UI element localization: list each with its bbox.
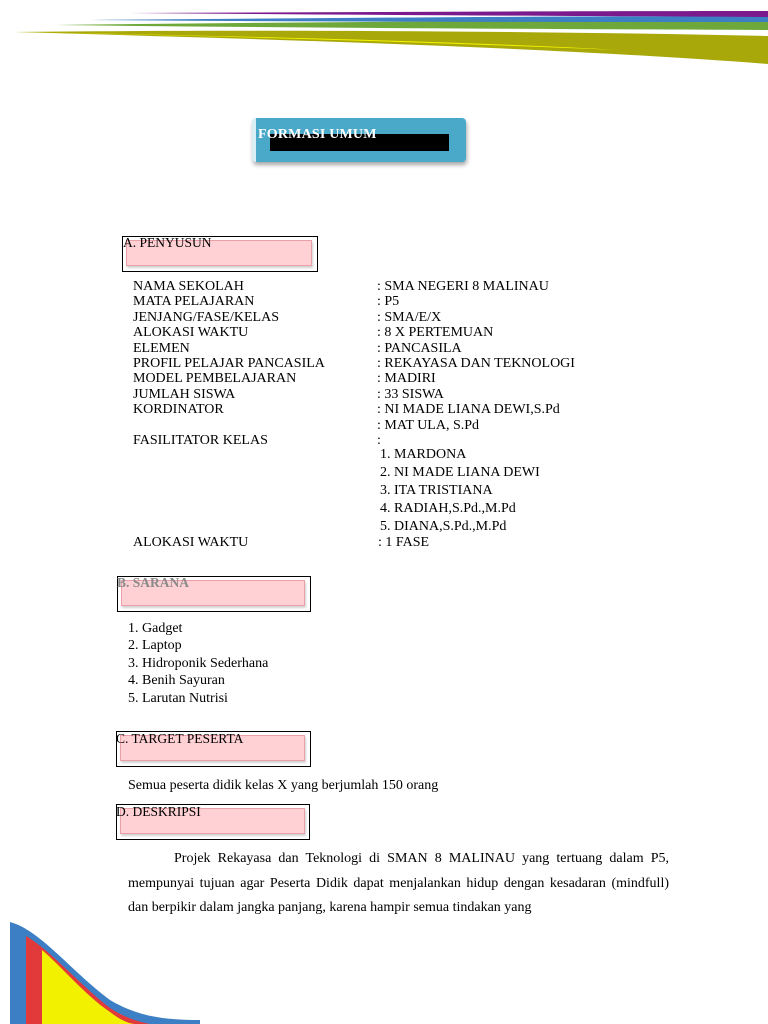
info-value: : bbox=[377, 433, 381, 448]
info-value: : PANCASILA bbox=[377, 341, 462, 356]
info-value: : 33 SISWA bbox=[377, 387, 444, 402]
info-label: JENJANG/FASE/KELAS bbox=[133, 310, 279, 325]
list-item: 3. ITA TRISTIANA bbox=[380, 483, 493, 498]
description-paragraph bbox=[128, 847, 669, 921]
info-value: : NI MADE LIANA DEWI,S.Pd bbox=[377, 402, 560, 417]
info-value: : 1 FASE bbox=[378, 535, 430, 550]
info-label: MODEL PEMBELAJARAN bbox=[133, 371, 297, 386]
info-value: : MADIRI bbox=[377, 371, 436, 386]
list-item: 1. MARDONA bbox=[380, 447, 467, 462]
info-value: : 8 X PERTEMUAN bbox=[377, 325, 494, 340]
info-value: : MAT ULA, S.Pd bbox=[377, 418, 480, 433]
info-label: ALOKASI WAKTU bbox=[133, 535, 249, 550]
page-title: FORMASI UMUM bbox=[258, 127, 377, 142]
info-label: NAMA SEKOLAH bbox=[133, 279, 244, 294]
info-label: KORDINATOR bbox=[133, 402, 224, 417]
section-d-heading: D. DESKRIPSI bbox=[116, 804, 201, 819]
info-label: PROFIL PELAJAR PANCASILA bbox=[133, 356, 325, 371]
info-label: JUMLAH SISWA bbox=[133, 387, 236, 402]
list-item: 4. Benih Sayuran bbox=[128, 673, 225, 688]
section-c-heading: C. TARGET PESERTA bbox=[116, 731, 244, 746]
list-item: 1. Gadget bbox=[128, 621, 183, 636]
info-value: : SMA NEGERI 8 MALINAU bbox=[377, 279, 549, 294]
list-item: 5. DIANA,S.Pd.,M.Pd bbox=[380, 519, 507, 534]
purple-swoosh bbox=[130, 11, 768, 17]
info-value: : P5 bbox=[377, 294, 400, 309]
description-text: Projek Rekayasa dan Teknologi di SMAN 8 MALINAU yang tertuang dalam P5, mempunyai tujuan agar Peserta Didik dapat menjalankan hidup dengan kesadaran (mindfull) dan berpikir dalam jangka panjang, karena hampir semua tindakan yang bbox=[128, 851, 669, 915]
info-label: FASILITATOR KELAS bbox=[133, 433, 268, 448]
list-item: 5. Larutan Nutrisi bbox=[128, 691, 228, 706]
info-value: : SMA/E/X bbox=[377, 310, 442, 325]
info-label: ALOKASI WAKTU bbox=[133, 325, 249, 340]
section-b-heading: B. SARANA bbox=[117, 575, 190, 590]
section-a-heading: A. PENYUSUN bbox=[123, 235, 212, 250]
list-item: 2. Laptop bbox=[128, 638, 182, 653]
list-item: 4. RADIAH,S.Pd.,M.Pd bbox=[380, 501, 516, 516]
list-item: 3. Hidroponik Sederhana bbox=[128, 656, 269, 671]
info-label: ELEMEN bbox=[133, 341, 190, 356]
info-label: MATA PELAJARAN bbox=[133, 294, 255, 309]
info-value: : REKAYASA DAN TEKNOLOGI bbox=[377, 356, 575, 371]
list-item: 2. NI MADE LIANA DEWI bbox=[380, 465, 540, 480]
target-text: Semua peserta didik kelas X yang berjumlah 150 orang bbox=[128, 778, 439, 793]
